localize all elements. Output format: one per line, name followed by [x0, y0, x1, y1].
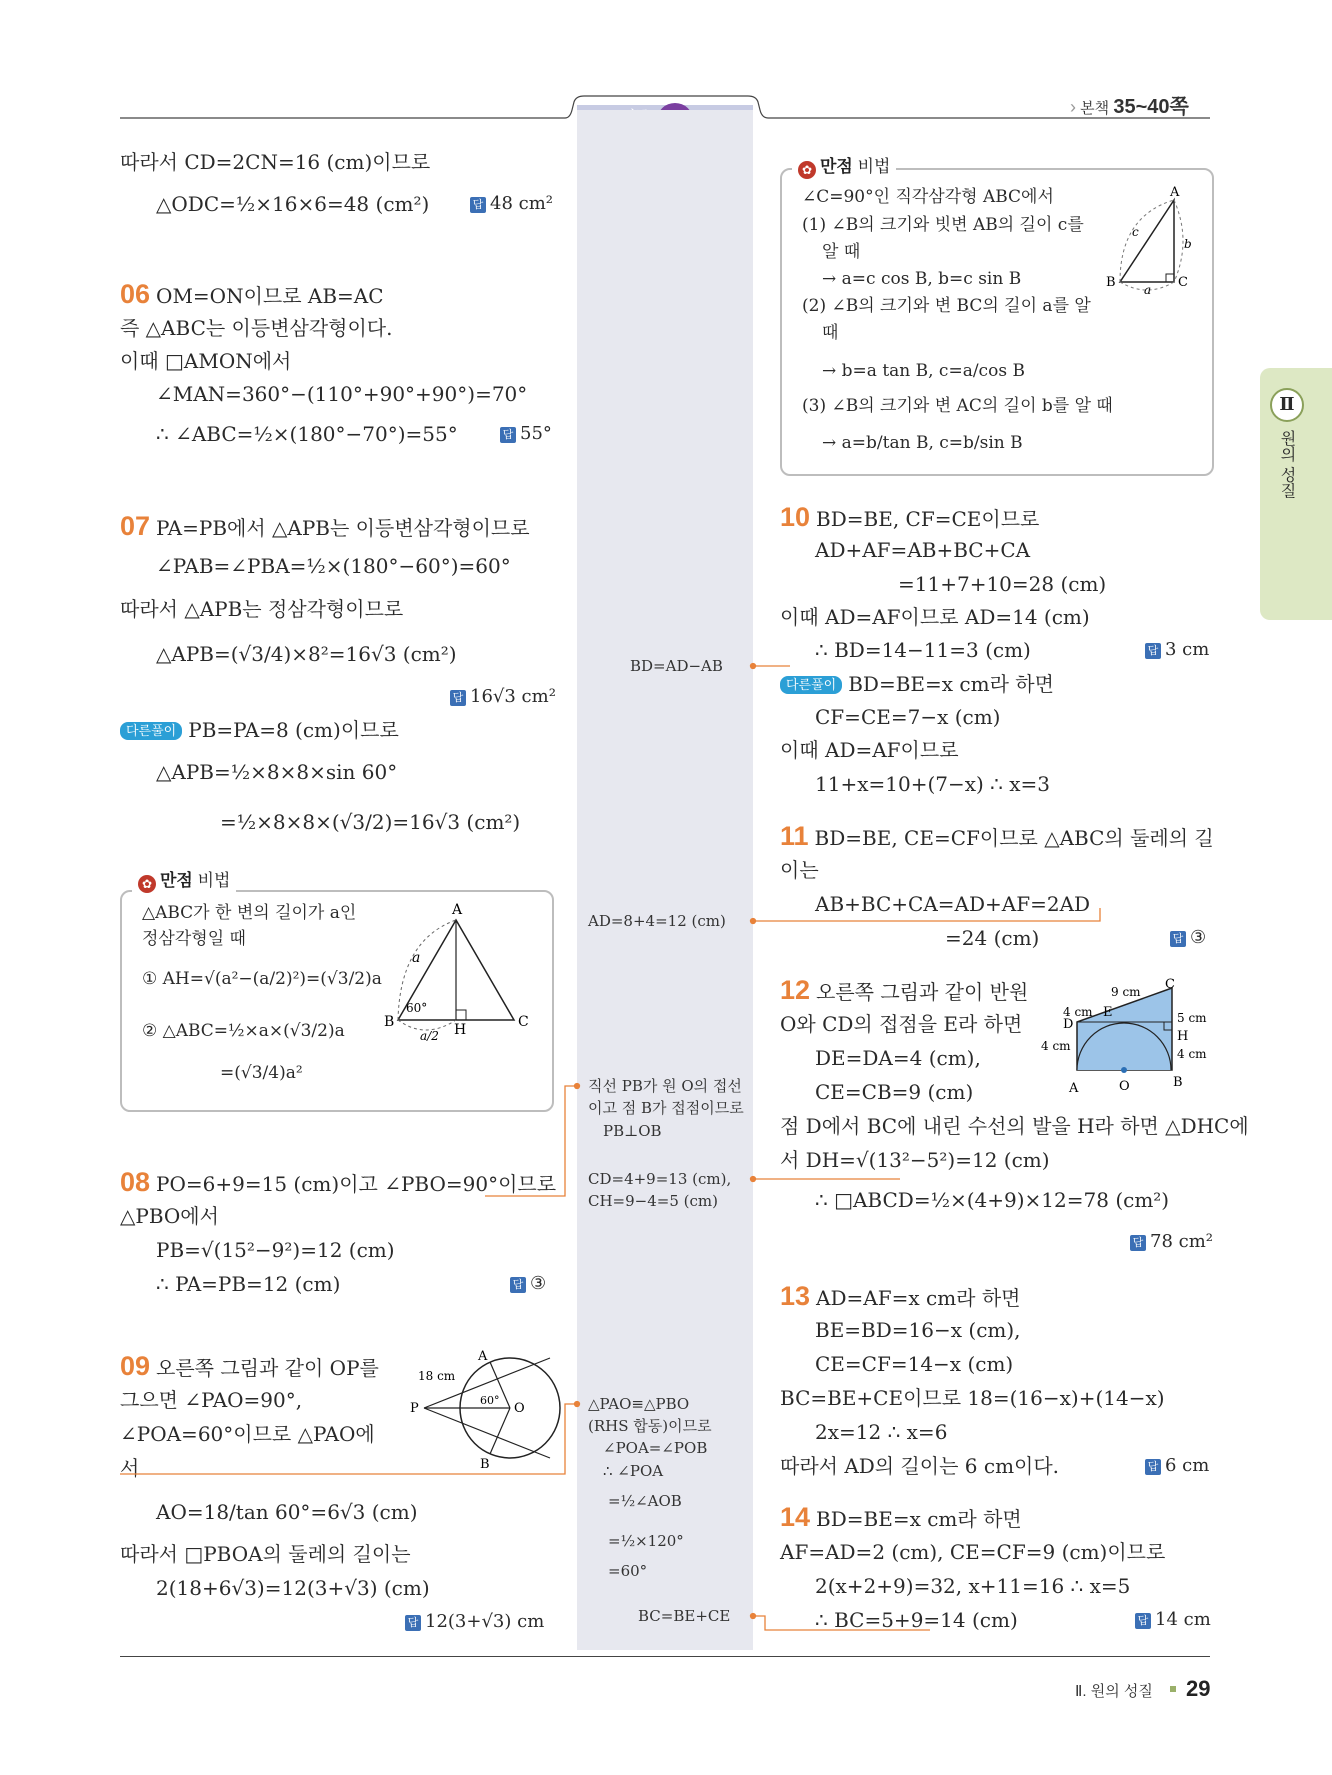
center-note: PB⊥OB — [603, 1122, 662, 1140]
answer: 답 3 cm — [1145, 636, 1209, 664]
label: B — [1173, 1075, 1183, 1090]
center-note: CH=9−4=5 (cm) — [588, 1192, 718, 1210]
text-line: ∠PAB=∠PBA=½×(180°−60°)=60° — [156, 554, 511, 578]
answer: 답 55° — [500, 420, 552, 448]
chapter-side-tab[interactable] — [1260, 368, 1332, 620]
problem-number: 13 — [780, 1281, 811, 1311]
text-line: 이때 AD=AF이므로 AD=14 (cm) — [780, 605, 1090, 629]
tip-line: (3) ∠B의 크기와 변 AC의 길이 b를 알 때 — [802, 396, 1113, 416]
text-line: AD+AF=AB+BC+CA — [815, 538, 1031, 562]
tip-line: → a=c cos B, b=c sin B — [822, 269, 1022, 289]
footer-rule — [120, 1656, 1210, 1657]
chapter-roman: Ⅱ — [1270, 388, 1304, 422]
center-note: =½×120° — [608, 1532, 684, 1550]
problem-12: 12 오른쪽 그림과 같이 반원 — [780, 975, 1029, 1005]
problem-number: 10 — [780, 502, 811, 532]
problem-number: 07 — [120, 511, 151, 541]
answer-icon: 답 — [405, 1615, 421, 1631]
text-line: ∴ ∠ABC=½×(180°−70°)=55° — [156, 422, 458, 446]
right-triangle-figure — [1100, 186, 1200, 296]
label: a/2 — [420, 1029, 439, 1043]
answer-icon: 답 — [1170, 931, 1186, 947]
label: C — [518, 1014, 529, 1030]
answer: 답 48 cm² — [470, 190, 553, 218]
problem-13: 13 AD=AF=x cm라 하면 — [780, 1281, 1021, 1311]
text-line: 이는 — [780, 858, 819, 882]
label: a — [1144, 283, 1152, 297]
label: 18 cm — [418, 1369, 456, 1383]
text-line: 서 DH=√(13²−5²)=12 (cm) — [780, 1148, 1050, 1172]
text-line: 이때 □AMON에서 — [120, 349, 292, 373]
text-line: ∠POA=60°이므로 △PAO에 — [120, 1422, 375, 1446]
label: A — [452, 902, 463, 918]
tangent-circle-figure — [410, 1350, 560, 1470]
page-number: 29 — [1186, 1676, 1211, 1701]
center-note: =½∠AOB — [608, 1492, 682, 1510]
label: A — [1170, 185, 1180, 200]
text-line: 2x=12 ∴ x=6 — [815, 1420, 948, 1444]
label: E — [1103, 1005, 1113, 1020]
problem-11: 11 BD=BE, CE=CF이므로 △ABC의 둘레의 길 — [780, 821, 1214, 851]
tip-line: → b=a tan B, c=a/cos B — [822, 361, 1025, 381]
problem-number: 09 — [120, 1351, 151, 1381]
answer-icon: 답 — [1145, 643, 1161, 659]
chapter-title: 원의 성질 — [1278, 430, 1295, 499]
answer: 답 ③ — [510, 1270, 546, 1298]
center-note: CD=4+9=13 (cm), — [588, 1170, 732, 1188]
text-line: PB=√(15²−9²)=12 (cm) — [156, 1238, 395, 1262]
problem-09: 09 오른쪽 그림과 같이 OP를 — [120, 1351, 379, 1381]
text-line: 따라서 CD=2CN=16 (cm)이므로 — [120, 150, 431, 174]
tip-line: ∠C=90°인 직각삼각형 ABC에서 — [802, 187, 1054, 207]
tip-line: 정삼각형일 때 — [142, 929, 246, 949]
tip-line: ① AH=√(a²−(a/2)²)=(√3/2)a — [142, 969, 382, 989]
label: 60° — [480, 1394, 500, 1407]
text-line: 이때 AD=AF이므로 — [780, 738, 959, 762]
label: B — [384, 1014, 395, 1030]
tip-line: → a=b/tan B, c=b/sin B — [822, 433, 1023, 453]
text-line: =½×8×8×(√3/2)=16√3 (cm²) — [220, 810, 521, 834]
answer-icon: 답 — [1145, 1459, 1161, 1475]
text-line: DE=DA=4 (cm), — [815, 1046, 981, 1070]
alt-solution: 다른풀이 PB=PA=8 (cm)이므로 — [120, 716, 399, 744]
text-line: 따라서 □PBOA의 둘레의 길이는 — [120, 1542, 411, 1566]
text-line: 따라서 △APB는 정삼각형이므로 — [120, 597, 404, 621]
text-line: =11+7+10=28 (cm) — [898, 572, 1107, 596]
label: O — [1119, 1079, 1130, 1094]
alt-badge: 다른풀이 — [120, 722, 182, 740]
label: B — [480, 1457, 490, 1472]
label: O — [514, 1401, 525, 1416]
text-line: ∴ BC=5+9=14 (cm) — [815, 1608, 1018, 1632]
label: H — [454, 1022, 467, 1038]
answer: 답 78 cm² — [1130, 1228, 1213, 1256]
text-line: AO=18/tan 60°=6√3 (cm) — [156, 1500, 418, 1524]
text-line: 점 D에서 BC에 내린 수선의 발을 H라 하면 △DHC에 — [780, 1114, 1249, 1138]
tip-title: ✿ 만점 비법 — [132, 866, 236, 893]
label: A — [1069, 1081, 1079, 1096]
text-line: O와 CD의 접점을 E라 하면 — [780, 1012, 1023, 1036]
answer: 답 6 cm — [1145, 1452, 1209, 1480]
problem-number: 06 — [120, 279, 151, 309]
text-line: 그으면 ∠PAO=90°, — [120, 1388, 303, 1412]
center-note: 직선 PB가 원 O의 접선 — [588, 1077, 742, 1095]
label: C — [1165, 977, 1175, 992]
answer-icon: 답 — [470, 197, 486, 213]
answer-icon: 답 — [510, 1277, 526, 1293]
answer: 답 12(3+√3) cm — [405, 1608, 544, 1636]
label: A — [478, 1349, 488, 1364]
tip-line: 알 때 — [822, 242, 861, 262]
tip-line: (1) ∠B의 크기와 빗변 AB의 길이 c를 — [802, 215, 1084, 235]
text-line: BE=BD=16−x (cm), — [815, 1318, 1021, 1342]
problem-07: 07 PA=PB에서 △APB는 이등변삼각형이므로 — [120, 511, 530, 541]
center-note: BD=AD−AB — [630, 657, 723, 675]
text-line: AB+BC+CA=AD+AF=2AD — [815, 892, 1091, 916]
answer-icon: 답 — [1135, 1613, 1151, 1629]
text-line: △APB=(√3/4)×8²=16√3 (cm²) — [156, 642, 457, 666]
label: 4 cm — [1063, 1005, 1093, 1019]
label: 60° — [406, 1001, 428, 1015]
problem-08: 08 PO=6+9=15 (cm)이고 ∠PBO=90°이므로 — [120, 1167, 557, 1197]
problem-06: 06 OM=ON이므로 AB=AC — [120, 279, 384, 309]
tip-line: ② △ABC=½×a×(√3/2)a — [142, 1021, 345, 1041]
tip-title: ✿ 만점 비법 — [792, 152, 896, 179]
answer: 답 ③ — [1170, 924, 1206, 952]
text-line: 따라서 AD의 길이는 6 cm이다. — [780, 1454, 1060, 1478]
center-note: ∴ ∠POA — [603, 1462, 664, 1480]
text-line: AF=AD=2 (cm), CE=CF=9 (cm)이므로 — [780, 1540, 1166, 1564]
text-line: CE=CF=14−x (cm) — [815, 1352, 1014, 1376]
center-note: BC=BE+CE — [638, 1607, 731, 1625]
semicircle-trapezoid-figure — [1035, 977, 1215, 1096]
text-line: 서 — [120, 1456, 140, 1480]
text-line: BC=BE+CE이므로 18=(16−x)+(14−x) — [780, 1386, 1165, 1410]
answer-icon: 답 — [1130, 1235, 1146, 1251]
page-ref — [1070, 90, 1189, 119]
text-line: ∴ □ABCD=½×(4+9)×12=78 (cm²) — [815, 1188, 1170, 1212]
answer: 답 16√3 cm² — [450, 683, 556, 711]
text-line: 2(x+2+9)=32, x+11=16 ∴ x=5 — [815, 1574, 1131, 1598]
text-line: CF=CE=7−x (cm) — [815, 705, 1001, 729]
label: D — [1063, 1017, 1074, 1032]
center-note: △PAO≡△PBO — [588, 1395, 690, 1413]
problem-number: 12 — [780, 975, 811, 1005]
label: 4 cm — [1177, 1047, 1207, 1061]
label: C — [1178, 275, 1188, 290]
text-line: ∠MAN=360°−(110°+90°+90°)=70° — [156, 382, 528, 406]
problem-number: 14 — [780, 1502, 811, 1532]
text-line: =24 (cm) — [945, 926, 1040, 950]
label: 9 cm — [1111, 985, 1141, 999]
answer-icon: 답 — [500, 427, 516, 443]
tip-line: (2) ∠B의 크기와 변 BC의 길이 a를 알 — [802, 296, 1091, 316]
label: b — [1184, 237, 1192, 251]
label: P — [410, 1401, 419, 1416]
problem-number: 08 — [120, 1167, 151, 1197]
label: 5 cm — [1177, 1011, 1207, 1025]
text-line: ∴ PA=PB=12 (cm) — [156, 1272, 341, 1296]
answer: 답 14 cm — [1135, 1606, 1211, 1634]
lightbulb-icon: ✿ — [798, 161, 816, 179]
problem-number: 11 — [780, 821, 809, 851]
text-line: △ODC=½×16×6=48 (cm²) — [156, 192, 430, 216]
center-note: ∠POA=∠POB — [603, 1439, 708, 1457]
answer-icon: 답 — [450, 690, 466, 706]
text-line: 11+x=10+(7−x) ∴ x=3 — [815, 772, 1051, 796]
center-note: 이고 점 B가 접점이므로 — [588, 1099, 744, 1117]
problem-10: 10 BD=BE, CF=CE이므로 — [780, 502, 1040, 532]
text-line: △APB=½×8×8×sin 60° — [156, 760, 398, 784]
footer-dot — [1170, 1686, 1176, 1692]
text-line: 즉 △ABC는 이등변삼각형이다. — [120, 316, 393, 340]
text-line: ∴ BD=14−11=3 (cm) — [815, 638, 1031, 662]
center-note: =60° — [608, 1562, 648, 1580]
alt-solution: 다른풀이 BD=BE=x cm라 하면 — [780, 670, 1054, 698]
label: c — [1132, 225, 1139, 239]
center-note: (RHS 합동)이므로 — [588, 1417, 712, 1435]
text-line: 2(18+6√3)=12(3+√3) (cm) — [156, 1576, 430, 1600]
text-line: CE=CB=9 (cm) — [815, 1080, 974, 1104]
tip-line: 때 — [822, 323, 839, 343]
tip-line: =(√3/4)a² — [220, 1063, 303, 1083]
chevron-right-icon: › — [1070, 97, 1076, 117]
label: B — [1106, 275, 1116, 290]
center-note: AD=8+4=12 (cm) — [588, 912, 726, 930]
label: a — [412, 950, 421, 966]
page-ref-range: 35~40쪽 — [1113, 96, 1189, 118]
tip-line: △ABC가 한 변의 길이가 a인 — [142, 903, 357, 923]
label: 4 cm — [1041, 1039, 1071, 1053]
problem-14: 14 BD=BE=x cm라 하면 — [780, 1502, 1022, 1532]
footer-chapter: Ⅱ. 원의 성질 — [1075, 1683, 1153, 1700]
equilateral-triangle-figure — [380, 900, 540, 1060]
lightbulb-icon: ✿ — [138, 875, 156, 893]
text-line: △PBO에서 — [120, 1204, 219, 1228]
label: H — [1177, 1029, 1189, 1044]
alt-badge: 다른풀이 — [780, 676, 842, 694]
page-ref-prefix: 본책 — [1080, 100, 1110, 117]
